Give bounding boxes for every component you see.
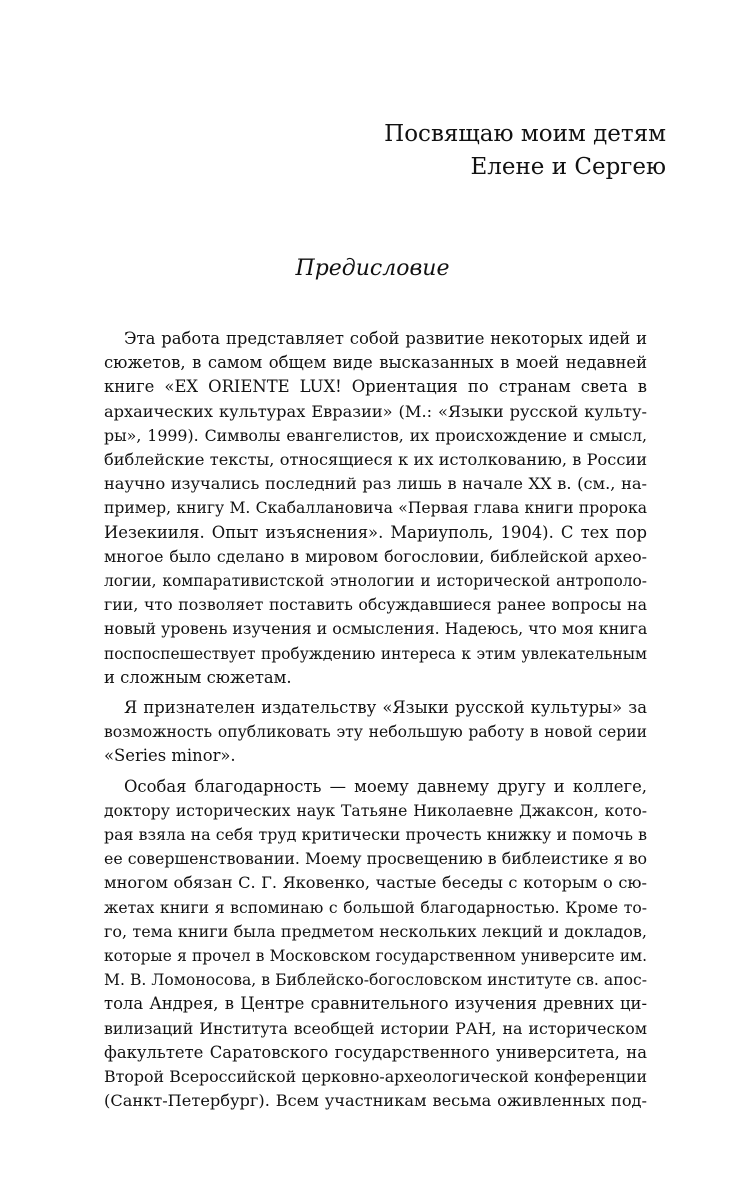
text-line: ры», 1999). Символы евангелистов, их происхождение и смысл, [104,425,647,445]
text-line: го, тема книги была предметом нескольких лекций и докладов, [104,921,647,941]
text-line: возможность опубликовать эту небольшую работу в новой серии [104,723,647,742]
text-line: Иезекииля. Опыт изъяснения». Мариуполь, 1904). С тех пор [104,522,647,542]
text-line: логии, компаративистской этнологии и исторической антрополо- [104,572,647,591]
text-line: гии, что позволяет поставить обсуждавшиеся ранее вопросы на [104,595,647,615]
text-line: жетах книги я вспоминаю с большой благодарностью. Кроме то- [104,898,647,917]
paragraph-2 [104,696,647,769]
text-line: книге «EX ORIENTE LUX! Ориентация по странам света в [104,377,647,397]
text-line: Второй Всероссийской церковно-археологической конференции [104,1067,647,1087]
text-line: многом обязан С. Г. Яковенко, частые беседы с которым о сю- [104,873,647,893]
text-line: научно изучались последний раз лишь в начале XX в. (см., на- [104,474,647,494]
text-line: библейские тексты, относящиеся к их истолкованию, в России [104,450,647,470]
text-line: рая взяла на себя труд критически прочесть книжку и помочь в [104,825,647,845]
dedication [384,118,666,184]
text-line: Эта работа представляет собой развитие некоторых идей и [124,329,647,348]
text-line: архаических культурах Евразии» (М.: «Языки русской культу- [104,401,647,421]
text-line: (Санкт-Петербург). Всем участникам весьма оживленных под- [104,1091,647,1111]
paragraph-3 [104,775,647,1114]
preface-title: Предисловие [295,256,450,281]
dedication-line-1: Посвящаю моим детям [384,121,666,147]
text-line: тола Андрея, в Центре сравнительного изучения древних ци- [104,994,647,1014]
text-line: «Series minor». [104,746,236,766]
dedication-line-2: Елене и Сергею [470,154,666,180]
paragraph-1 [104,327,647,690]
text-line: факультете Саратовского государственного университета, на [104,1042,647,1062]
text-line: сюжетов, в самом общем виде высказанных в моей недавней [104,353,647,373]
text-line: многое было сделано в мировом богословии, библейской архео- [104,546,647,566]
text-line: поспоспешествует пробуждению интереса к этим увлекательным [104,644,647,663]
text-line: и сложным сюжетам. [104,667,292,687]
text-line: пример, книгу М. Скабаллановича «Первая глава книги пророка [104,499,647,518]
text-line: М. В. Ломоносова, в Библейско-богословском институте св. апос- [104,971,647,990]
text-line: которые я прочел в Московском государственном университе им. [104,947,647,966]
text-line: ее совершенствовании. Моему просвещению в библеистике я во [104,849,647,869]
text-line: новый уровень изучения и осмысления. Надеюсь, что моя книга [104,619,648,639]
preface-body [104,327,647,1120]
text-line: доктору исторических наук Татьяне Николаевне Джаксон, кото- [104,801,647,820]
text-line: вилизаций Института всеобщей истории РАН, на историческом [104,1018,647,1038]
text-line: Я признателен издательству «Языки русской культуры» за [124,698,647,718]
text-line: Особая благодарность — моему давнему другу и коллеге, [124,776,647,796]
